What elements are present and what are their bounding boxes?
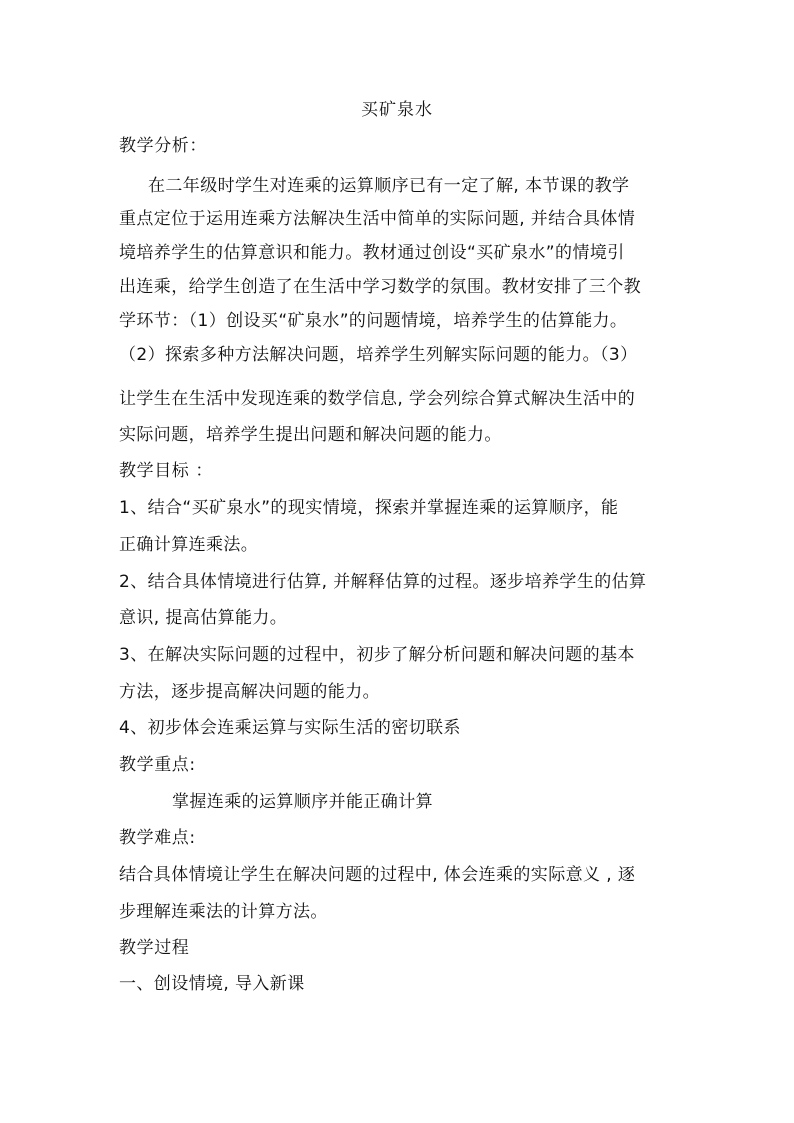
process-step-line: 一、创设情境, 导入新课 bbox=[119, 974, 305, 994]
objective-line: 2、结合具体情境进行估算, 并解释估算的过程。逐步培养学生的估算 bbox=[119, 572, 647, 592]
analysis-line: 出连乘，给学生创造了在生活中学习数学的氛围。教材安排了三个教 bbox=[119, 277, 641, 297]
analysis-line: 在二年级时学生对连乘的运算顺序已有一定了解, 本节课的教学 bbox=[148, 176, 630, 196]
section-heading-analysis: 教学分析： bbox=[119, 136, 207, 156]
objective-line: 1、结合“买矿泉水”的现实情境，探索并掌握连乘的运算顺序，能 bbox=[119, 498, 619, 518]
difficulty-line: 结合具体情境让学生在解决问题的过程中, 体会连乘的实际意义 , 逐 bbox=[119, 865, 636, 885]
section-heading-process: 教学过程 bbox=[119, 938, 190, 958]
objective-line: 正确计算连乘法。 bbox=[119, 535, 259, 555]
objective-line: 方法，逐步提高解决问题的能力。 bbox=[119, 682, 380, 702]
objective-line: 4、初步体会连乘运算与实际生活的密切联系 bbox=[119, 718, 461, 738]
difficulty-line: 步理解连乘法的计算方法。 bbox=[119, 902, 328, 922]
analysis-line: （2）探索多种方法解决问题，培养学生列解实际问题的能力。（3） bbox=[119, 345, 638, 365]
page-title: 买矿泉水 bbox=[361, 100, 433, 120]
section-heading-key-points: 教学重点: bbox=[119, 755, 196, 775]
analysis-line: 实际问题，培养学生提出问题和解决问题的能力。 bbox=[119, 425, 502, 445]
key-point-line: 掌握连乘的运算顺序并能正确计算 bbox=[172, 792, 433, 812]
analysis-line: 境培养学生的估算意识和能力。教材通过创设“买矿泉水”的情境引 bbox=[119, 243, 625, 263]
section-heading-objectives: 教学目标 ： bbox=[119, 461, 214, 481]
objective-line: 3、在解决实际问题的过程中，初步了解分析问题和解决问题的基本 bbox=[119, 645, 635, 665]
analysis-line: 让学生在生活中发现连乘的数学信息, 学会列综合算式解决生活中的 bbox=[119, 389, 636, 409]
objective-line: 意识, 提高估算能力。 bbox=[119, 608, 288, 628]
analysis-line: 学环节：（1）创设买“矿泉水”的问题情境，培养学生的估算能力。 bbox=[119, 311, 628, 331]
section-heading-difficulties: 教学难点: bbox=[119, 828, 196, 848]
analysis-line: 重点定位于运用连乘方法解决生活中简单的实际问题, 并结合具体情 bbox=[119, 209, 636, 229]
